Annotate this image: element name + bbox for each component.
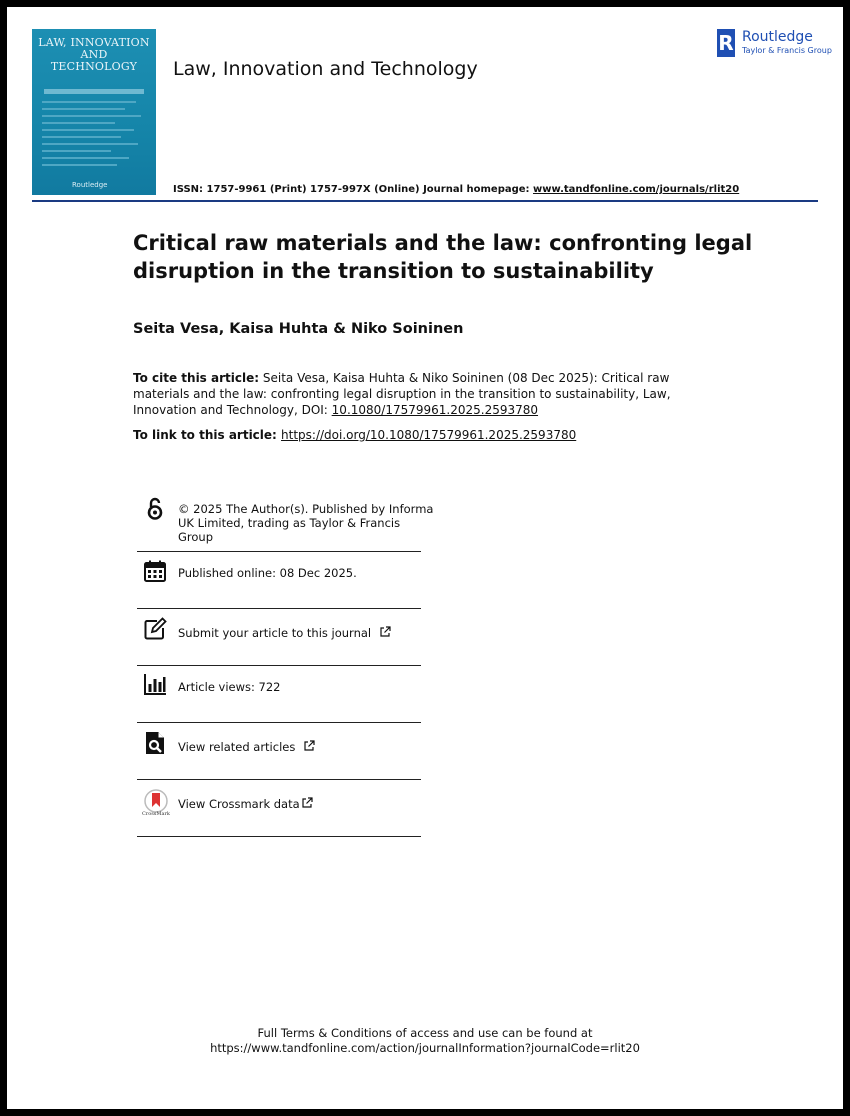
article-link-line: [133, 428, 576, 442]
divider: [137, 551, 421, 552]
open-access-icon: [143, 497, 167, 521]
article-url-link[interactable]: https://doi.org/10.1080/17579961.2025.2593780: [281, 428, 577, 442]
crossmark-link[interactable]: [178, 797, 313, 811]
related-articles-link[interactable]: [178, 740, 315, 754]
cover-contents-lines: [42, 101, 146, 171]
related-articles-label: View related articles: [178, 740, 296, 754]
issn-text: ISSN: 1757-9961 (Print) 1757-997X (Online) Journal homepage:: [173, 184, 534, 195]
article-authors: Seita Vesa, Kaisa Huhta & Niko Soininen: [133, 321, 464, 337]
footer-terms-link[interactable]: https://www.tandfonline.com/action/journalInformation?journalCode=rlit20: [210, 1041, 640, 1055]
copyright-line-2: UK Limited, trading as Taylor & Francis: [178, 516, 401, 530]
cover-publisher: Routledge: [72, 181, 108, 189]
publisher-name: Routledge: [742, 29, 813, 45]
published-date: Published online: 08 Dec 2025.: [178, 566, 357, 580]
terms-footer: [7, 1026, 843, 1056]
submit-article-label: Submit your article to this journal: [178, 626, 372, 640]
publisher-subtitle: Taylor & Francis Group: [742, 46, 832, 55]
link-label: To link to this article:: [133, 428, 282, 442]
doi-link[interactable]: 10.1080/17579961.2025.2593780: [331, 403, 539, 417]
divider: [137, 608, 421, 609]
routledge-logo-icon: R: [718, 31, 734, 55]
article-views: Article views: 722: [178, 680, 281, 694]
calendar-icon: [143, 559, 167, 583]
issn-line: [173, 184, 739, 195]
journal-homepage-link[interactable]: www.tandfonline.com/journals/rlit20: [533, 184, 740, 195]
copyright-line-3: Group: [178, 530, 214, 544]
cover-title: LAW, INNOVATION AND TECHNOLOGY: [38, 36, 150, 73]
footer-line-1: Full Terms & Conditions of access and use can be found at: [257, 1026, 593, 1040]
external-link-icon: [303, 740, 315, 752]
cite-label: To cite this article:: [133, 371, 260, 385]
divider: [137, 722, 421, 723]
journal-cover-image: [32, 29, 156, 195]
copyright-text: [178, 502, 433, 544]
external-link-icon: [379, 626, 391, 638]
journal-title: Law, Innovation and Technology: [173, 58, 478, 80]
edit-icon: [143, 617, 167, 641]
divider: [137, 779, 421, 780]
page: [7, 7, 843, 1109]
divider: [137, 665, 421, 666]
document-search-icon: [143, 731, 167, 755]
article-title: Critical raw materials and the law: confronting legal disruption in the transition to sustainability: [133, 231, 753, 283]
divider: [137, 836, 421, 837]
cite-text: Seita Vesa, Kaisa Huhta & Niko Soininen (08 Dec 2025): Critical raw materials and the law: confronting legal disruption in the transition to sustainability, Law, Innovation and Technology, DOI:: [133, 371, 671, 417]
bar-chart-icon: [143, 672, 167, 696]
submit-article-link[interactable]: [178, 626, 391, 640]
crossmark-label: View Crossmark data: [178, 797, 300, 811]
copyright-line-1: © 2025 The Author(s). Published by Informa: [178, 502, 434, 516]
crossmark-icon-label: CrossMark: [142, 811, 170, 817]
external-link-icon: [301, 797, 313, 809]
header-divider: [32, 200, 818, 202]
cover-band: [44, 89, 144, 94]
citation-block: [133, 370, 693, 418]
